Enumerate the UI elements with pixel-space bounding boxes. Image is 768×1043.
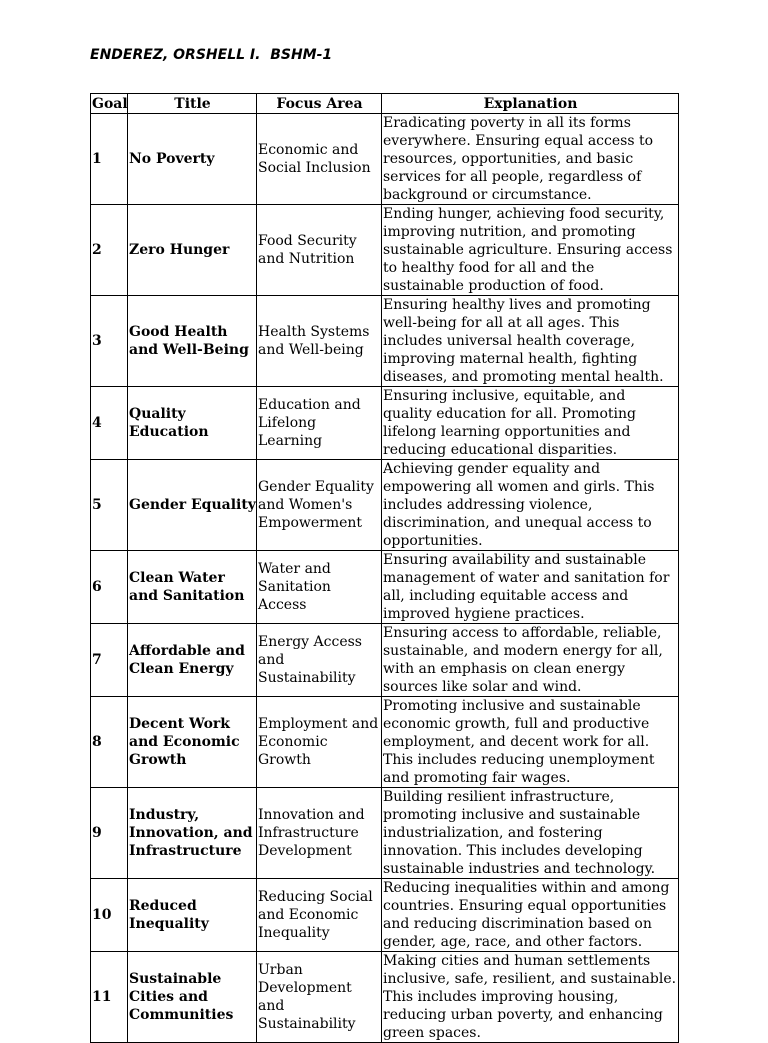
goal-explanation: Making cities and human settlements inclusive, safe, resilient, and sustainable. This includes improving housing, reducing urban poverty, and enhancing green spaces. <box>382 952 679 1043</box>
column-header-title: Title <box>128 94 257 114</box>
goal-explanation: Ending hunger, achieving food security, improving nutrition, and promoting sustainable agriculture. Ensuring access to healthy food for all and the sustainable production of food. <box>382 205 679 296</box>
table-body <box>91 114 679 1043</box>
goal-title: Gender Equality <box>128 460 257 551</box>
table-row <box>91 879 679 952</box>
goal-focus-area: Water and Sanitation Access <box>257 551 382 624</box>
column-header-goal: Goal <box>92 95 128 112</box>
goal-explanation: Ensuring healthy lives and promoting well-being for all at all ages. This includes universal health coverage, improving maternal health, fighting diseases, and promoting mental health. <box>382 296 679 387</box>
goal-explanation: Achieving gender equality and empowering all women and girls. This includes addressing violence, discrimination, and unequal access to opportunities. <box>382 460 679 551</box>
goal-focus-area: Energy Access and Sustainability <box>257 624 382 697</box>
column-header-focus-area: Focus Area <box>257 94 382 114</box>
table-header <box>91 94 679 114</box>
goal-number: 11 <box>91 952 128 1043</box>
table-row <box>91 551 679 624</box>
goal-explanation: Ensuring inclusive, equitable, and quality education for all. Promoting lifelong learning opportunities and reducing educational disparities. <box>382 387 679 460</box>
goal-title: Quality Education <box>128 387 257 460</box>
table-row <box>91 460 679 551</box>
goal-number: 1 <box>91 114 128 205</box>
goal-title: Zero Hunger <box>128 205 257 296</box>
table-row <box>91 296 679 387</box>
table-row <box>91 697 679 788</box>
goal-explanation: Ensuring access to affordable, reliable, sustainable, and modern energy for all, with an emphasis on clean energy sources like solar and wind. <box>382 624 679 697</box>
goal-number: 8 <box>91 697 128 788</box>
goal-title: Industry, Innovation, and Infrastructure <box>128 788 257 879</box>
goal-focus-area: Employment and Economic Growth <box>257 697 382 788</box>
goal-title: Reduced Inequality <box>128 879 257 952</box>
goal-explanation: Building resilient infrastructure, promoting inclusive and sustainable industrialization, and fostering innovation. This includes developing sustainable industries and technology. <box>382 788 679 879</box>
column-header-explanation: Explanation <box>382 94 679 114</box>
goal-title: Sustainable Cities and Communities <box>128 952 257 1043</box>
goal-focus-area: Economic and Social Inclusion <box>257 114 382 205</box>
goal-number: 2 <box>91 205 128 296</box>
table-row <box>91 205 679 296</box>
goal-explanation: Promoting inclusive and sustainable economic growth, full and productive employment, and decent work for all. This includes reducing unemployment and promoting fair wages. <box>382 697 679 788</box>
goal-title: Decent Work and Economic Growth <box>128 697 257 788</box>
goal-title: Affordable and Clean Energy <box>128 624 257 697</box>
goal-title: Good Health and Well-Being <box>128 296 257 387</box>
goal-focus-area: Innovation and Infrastructure Development <box>257 788 382 879</box>
goal-focus-area: Gender Equality and Women's Empowerment <box>257 460 382 551</box>
table-row <box>91 624 679 697</box>
goal-explanation: Ensuring availability and sustainable management of water and sanitation for all, including equitable access and improved hygiene practices. <box>382 551 679 624</box>
goal-number: 6 <box>91 551 128 624</box>
goal-explanation: Reducing inequalities within and among countries. Ensuring equal opportunities and reducing discrimination based on gender, age, race, and other factors. <box>382 879 679 952</box>
table-row <box>91 788 679 879</box>
goal-number: 7 <box>91 624 128 697</box>
goal-title: Clean Water and Sanitation <box>128 551 257 624</box>
goal-number: 4 <box>91 387 128 460</box>
goal-focus-area: Food Security and Nutrition <box>257 205 382 296</box>
goal-focus-area: Health Systems and Well-being <box>257 296 382 387</box>
table-row <box>91 114 679 205</box>
table-row <box>91 387 679 460</box>
goal-title: No Poverty <box>128 114 257 205</box>
goal-explanation: Eradicating poverty in all its forms everywhere. Ensuring equal access to resources, opportunities, and basic services for all people, regardless of background or circumstance. <box>382 114 679 205</box>
goal-focus-area: Reducing Social and Economic Inequality <box>257 879 382 952</box>
goal-number: 10 <box>91 879 128 952</box>
table-row <box>91 952 679 1043</box>
goal-number: 5 <box>91 460 128 551</box>
sdg-table <box>90 93 679 1043</box>
goal-number: 9 <box>91 788 128 879</box>
goal-number: 3 <box>91 296 128 387</box>
goal-focus-area: Education and Lifelong Learning <box>257 387 382 460</box>
page-title: ENDEREZ, ORSHELL I. BSHM-1 <box>90 47 333 63</box>
goal-focus-area: Urban Development and Sustainability <box>257 952 382 1043</box>
